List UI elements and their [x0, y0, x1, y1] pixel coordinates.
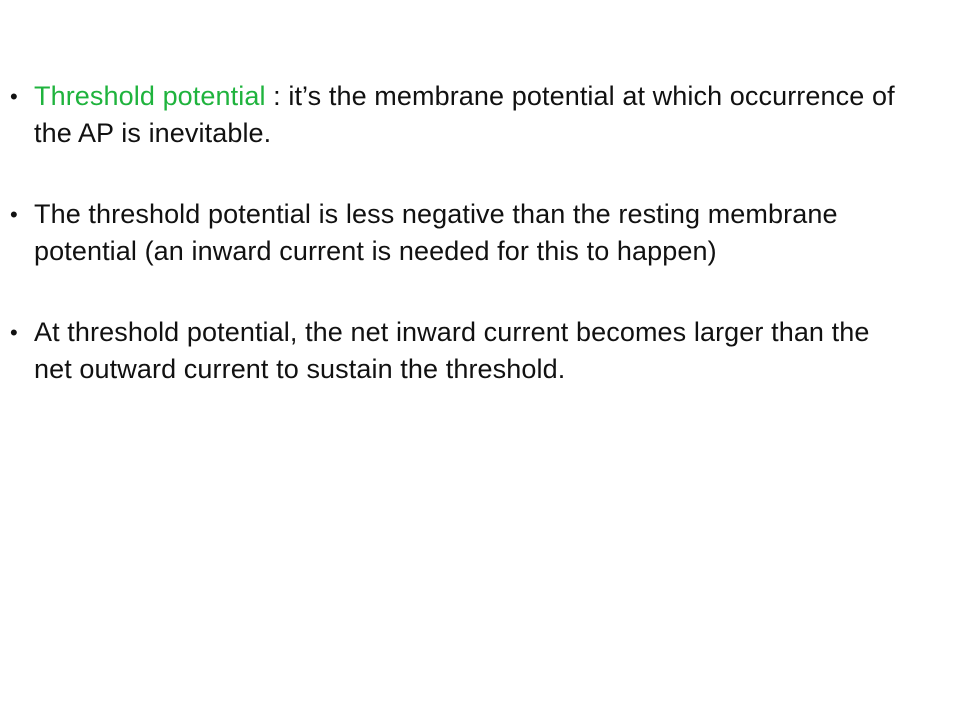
threshold-potential-term: Threshold potential [34, 81, 266, 111]
threshold-definition-text: : it’s the membrane potential at which occurrence of the AP is inevitable. [34, 81, 895, 148]
bullet-threshold-current [10, 314, 910, 388]
bullet-threshold-comparison [10, 196, 910, 270]
bullet-text [34, 78, 910, 152]
bullet-point-icon: • [10, 84, 18, 109]
bullet-threshold-definition [10, 78, 910, 152]
bullet-point-icon: • [10, 320, 18, 345]
threshold-current-text: At threshold potential, the net inward current becomes larger than the net outward current to sustain the threshold. [34, 317, 870, 384]
bullet-list [10, 78, 910, 432]
threshold-comparison-text: The threshold potential is less negative than the resting membrane potential (an inward current is needed for this to happen) [34, 199, 838, 266]
bullet-point-icon: • [10, 202, 18, 227]
